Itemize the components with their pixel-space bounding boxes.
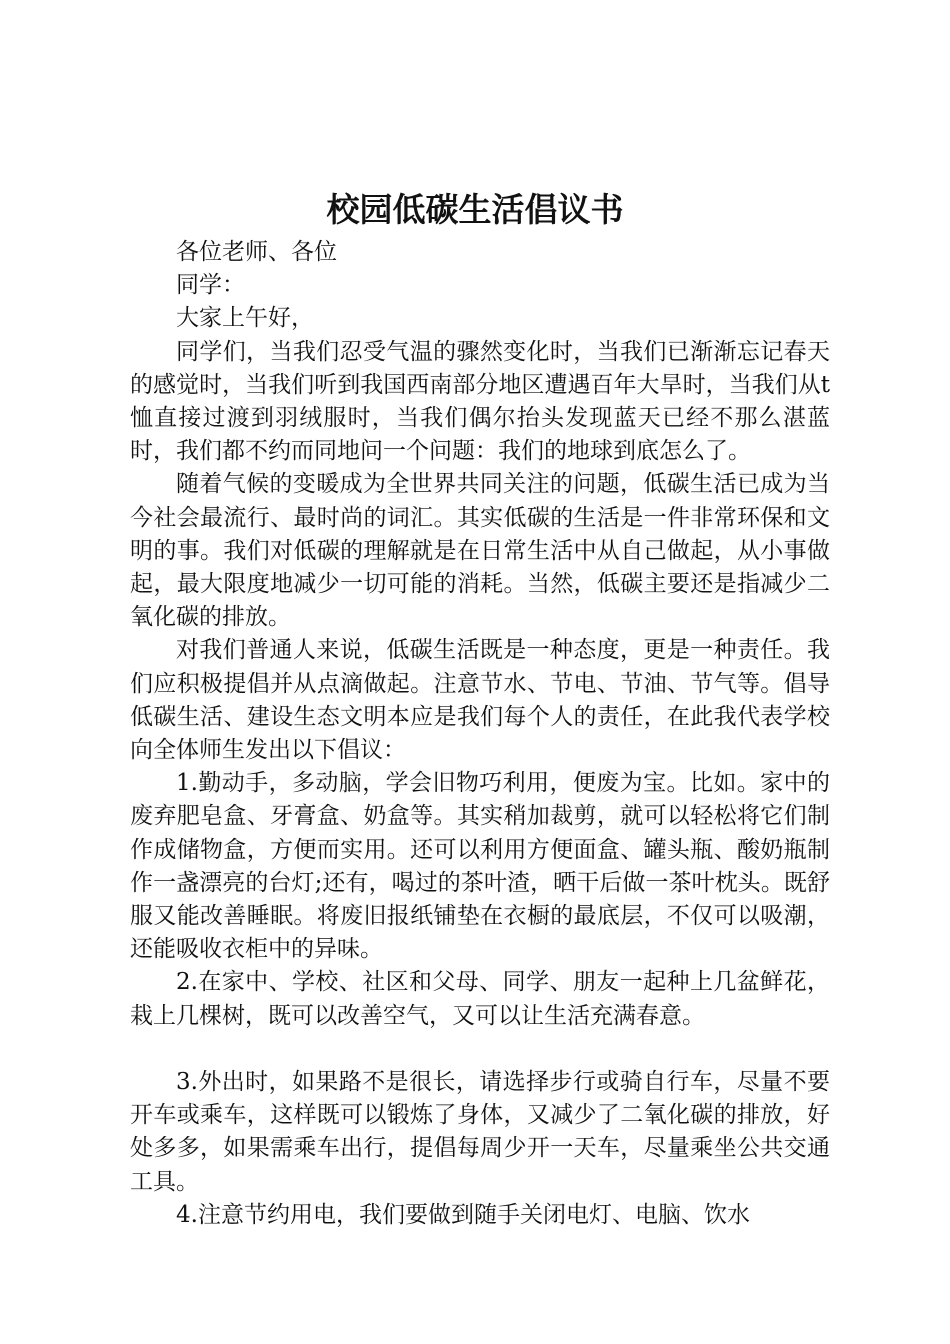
paragraph-intro: 同学们，当我们忍受气温的骤然变化时，当我们已渐渐忘记春天的感觉时，当我们听到我国西南部分地区遭遇百年大旱时，当我们从t恤直接过渡到羽绒服时，当我们偶尔抬头发现蓝天已经不那么湛蓝时，我们都不约而同地问一个问题：我们的地球到底怎么了。 (130, 338, 830, 465)
salutation-line-2: 同学： (176, 272, 245, 299)
greeting: 大家上午好， (176, 305, 314, 332)
salutation-line-1: 各位老师、各位 (176, 239, 337, 265)
paragraph-low-carbon: 随着气候的变暖成为全世界共同关注的问题，低碳生活已成为当今社会最流行、最时尚的词汇。其实低碳的生活是一件非常环保和文明的事。我们对低碳的理解就是在日常生活中从自己做起，从小事做起，最大限度地减少一切可能的消耗。当然，低碳主要还是指减少二氧化碳的排放。 (130, 471, 830, 631)
proposal-item-2: 2.在家中、学校、社区和父母、同学、朋友一起种上几盆鲜花，栽上几棵树，既可以改善空气，又可以让生活充满春意。 (130, 969, 830, 1029)
proposal-item-1: 1.勤动手，多动脑，学会旧物巧利用，便废为宝。比如。家中的废弃肥皂盒、牙膏盒、奶盒等。其实稍加裁剪，就可以轻松将它们制作成储物盒，方便而实用。还可以利用方便面盒、罐头瓶、酸奶瓶制作一盏漂亮的台灯;还有，喝过的茶叶渣，晒干后做一茶叶枕头。既舒服又能改善睡眠。将废旧报纸铺垫在衣橱的最底层，不仅可以吸潮，还能吸收衣柜中的异味。 (130, 770, 830, 963)
document-body (130, 236, 830, 1232)
paragraph-responsibility: 对我们普通人来说，低碳生活既是一种态度，更是一种责任。我们应积极提倡并从点滴做起。注意节水、节电、节油、节气等。倡导低碳生活、建设生态文明本应是我们每个人的责任，在此我代表学校向全体师生发出以下倡议： (130, 637, 830, 764)
blank-line (130, 1033, 830, 1066)
proposal-item-4: 4.注意节约用电，我们要做到随手关闭电灯、电脑、饮水 (176, 1201, 750, 1228)
document-title: 校园低碳生活倡议书 (326, 190, 624, 229)
proposal-item-3: 3.外出时，如果路不是很长，请选择步行或骑自行车，尽量不要开车或乘车，这样既可以锻炼了身体，又减少了二氧化碳的排放，好处多多，如果需乘车出行，提倡每周少开一天车，尽量乘坐公共交通工具。 (130, 1069, 830, 1195)
